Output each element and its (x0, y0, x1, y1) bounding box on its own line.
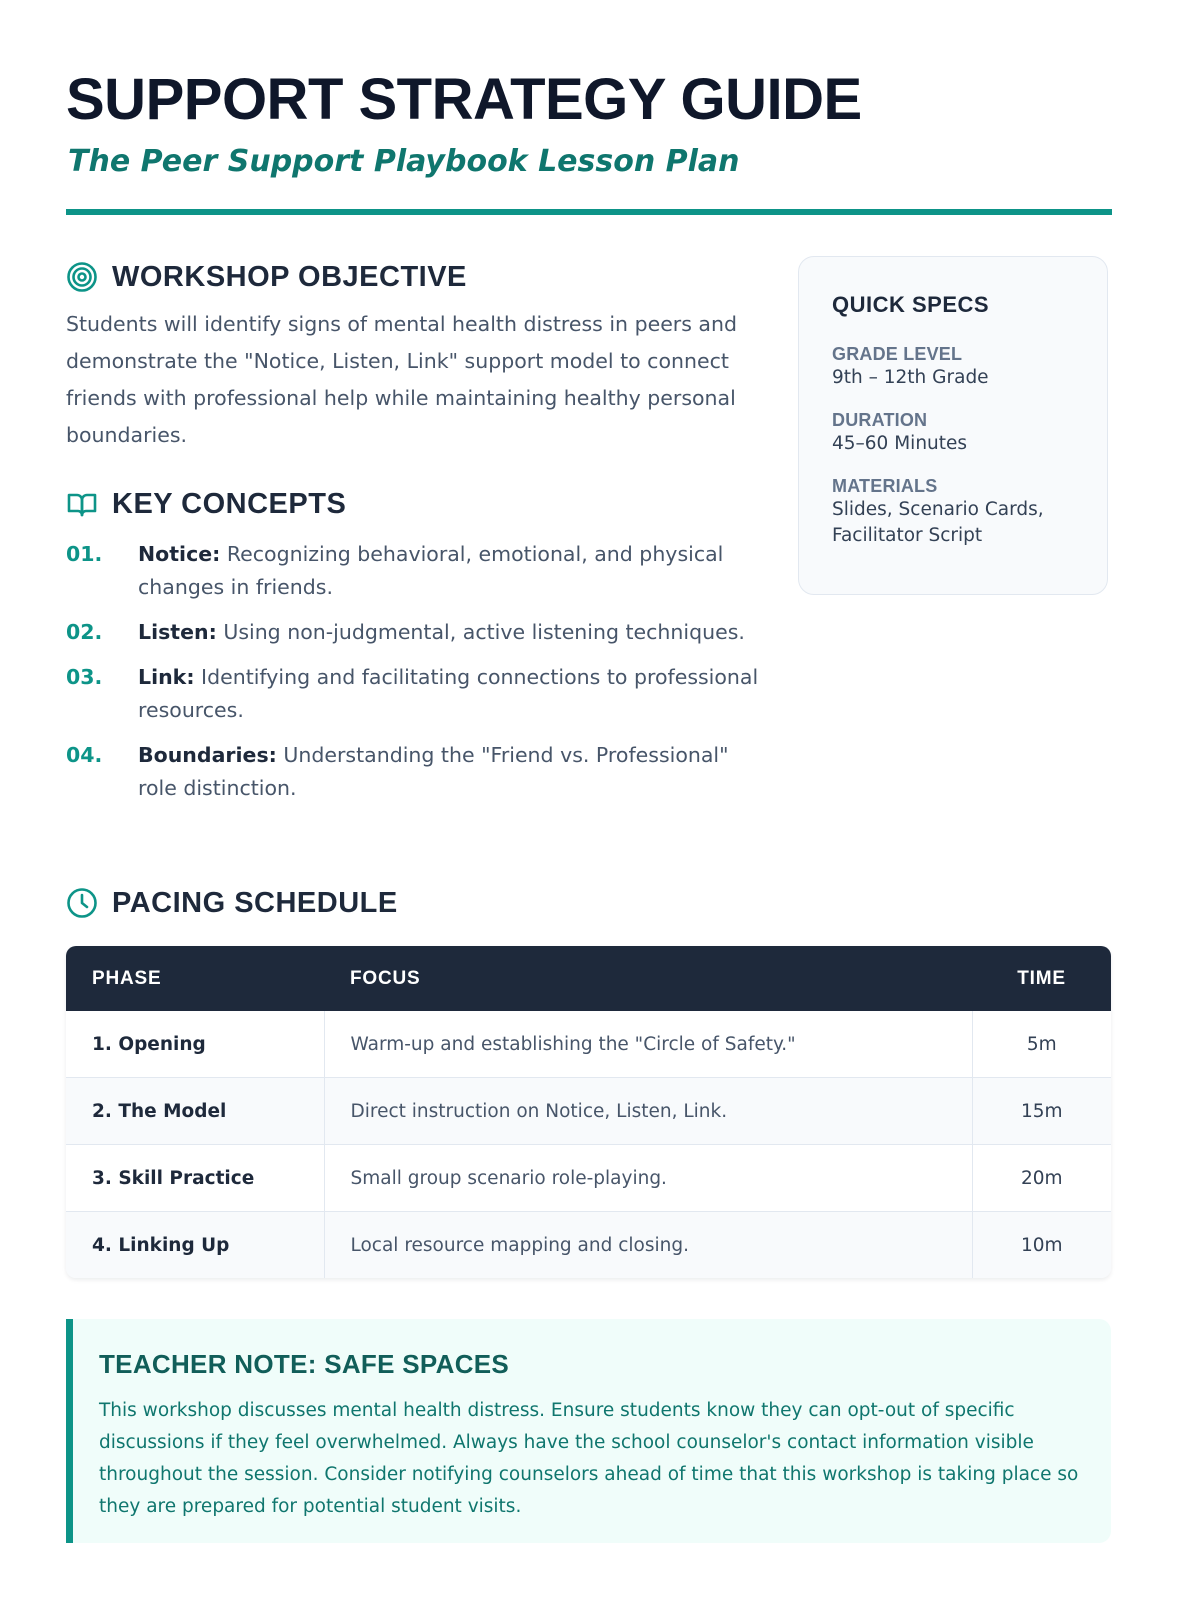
concept-number: 01. (66, 542, 103, 566)
phase-cell: 3. Skill Practice (66, 1145, 324, 1212)
schedule-heading: PACING SCHEDULE (112, 886, 398, 919)
concept-term: Link: (138, 665, 195, 689)
concepts-list (66, 538, 766, 817)
focus-cell: Local resource mapping and closing. (324, 1212, 972, 1279)
time-cell: 20m (972, 1145, 1111, 1212)
concept-number: 03. (66, 665, 103, 689)
column-header-time: TIME (972, 946, 1111, 1011)
page-title: SUPPORT STRATEGY GUIDE (66, 67, 862, 132)
concept-text: Understanding the "Friend vs. Professional" role distinction. (138, 743, 729, 800)
teacher-note-heading: TEACHER NOTE: SAFE SPACES (99, 1349, 510, 1379)
schedule-heading-row (66, 883, 398, 923)
focus-cell: Warm-up and establishing the "Circle of Safety." (324, 1011, 972, 1078)
list-item (66, 661, 766, 727)
column-header-phase: PHASE (66, 946, 324, 1011)
concepts-heading: KEY CONCEPTS (112, 487, 347, 520)
header-divider (66, 209, 1112, 215)
table-row (66, 1078, 1111, 1145)
focus-cell: Small group scenario role-playing. (324, 1145, 972, 1212)
list-item (66, 616, 766, 649)
spec-label: MATERIALS (832, 476, 938, 496)
focus-cell: Direct instruction on Notice, Listen, Link. (324, 1078, 972, 1145)
list-item (66, 538, 766, 604)
concept-number: 04. (66, 743, 103, 767)
concept-text: Recognizing behavioral, emotional, and physical changes in friends. (138, 542, 724, 599)
spec-grade-level (832, 343, 1107, 391)
table-row (66, 1145, 1111, 1212)
spec-materials (832, 475, 1107, 549)
spec-label: GRADE LEVEL (832, 344, 963, 364)
list-item (66, 739, 766, 805)
phase-cell: 4. Linking Up (66, 1212, 324, 1279)
time-cell: 10m (972, 1212, 1111, 1279)
spec-value: 9th – 12th Grade (832, 367, 989, 388)
teacher-note-callout (66, 1319, 1111, 1543)
phase-cell: 2. The Model (66, 1078, 324, 1145)
table-row (66, 1212, 1111, 1279)
target-icon (66, 261, 98, 293)
spec-duration (832, 409, 1107, 457)
concept-term: Notice: (138, 542, 221, 566)
table-header-row (66, 946, 1111, 1011)
time-cell: 5m (972, 1011, 1111, 1078)
spec-label: DURATION (832, 410, 928, 430)
column-header-focus: FOCUS (324, 946, 972, 1011)
teacher-note-text: This workshop discusses mental health distress. Ensure students know they can opt-out of specific discussions if they feel overwhelmed. Always have the school counselor's contact information visible throughout the session. Consider notifying counselors ahead of time that this workshop is taking place so they are prepared for potential student visits. (99, 1400, 1079, 1517)
concept-number: 02. (66, 620, 103, 644)
objective-heading-row (66, 257, 467, 297)
book-open-icon (66, 488, 98, 520)
quick-specs-heading: QUICK SPECS (832, 292, 990, 317)
concept-text: Using non-judgmental, active listening techniques. (216, 620, 745, 644)
objective-text: Students will identify signs of mental health distress in peers and demonstrate the "Notice, Listen, Link" support model to connect friends with professional help while maintaining healthy personal boundaries. (66, 312, 737, 447)
clock-icon (66, 887, 98, 919)
spec-value: Slides, Scenario Cards, Facilitator Script (832, 499, 1044, 546)
concept-term: Boundaries: (138, 743, 277, 767)
time-cell: 15m (972, 1078, 1111, 1145)
concepts-heading-row (66, 484, 346, 524)
quick-specs-card (798, 256, 1108, 595)
phase-cell: 1. Opening (66, 1011, 324, 1078)
table-row (66, 1011, 1111, 1078)
objective-heading: WORKSHOP OBJECTIVE (112, 260, 467, 293)
concept-term: Listen: (138, 620, 217, 644)
spec-value: 45–60 Minutes (832, 433, 968, 454)
page-subtitle: The Peer Support Playbook Lesson Plan (68, 144, 740, 179)
pacing-table (66, 946, 1111, 1278)
concept-text: Identifying and facilitating connections to professional resources. (138, 665, 759, 722)
